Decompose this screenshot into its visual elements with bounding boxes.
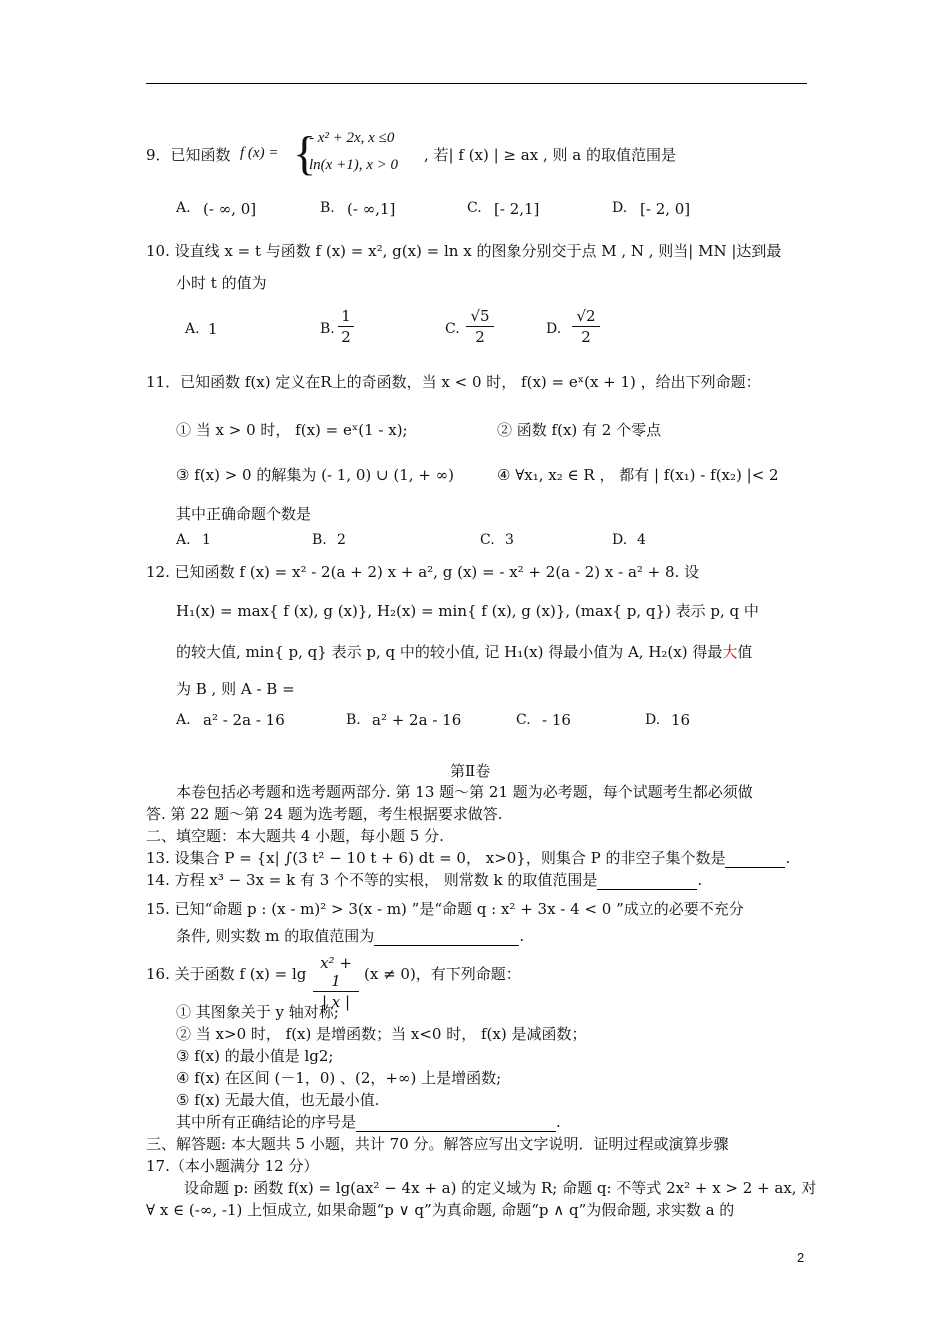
part-2-title: 第Ⅱ卷: [450, 762, 491, 780]
q10-option-b-den: 2: [341, 328, 351, 346]
page-number: 2: [797, 1250, 805, 1265]
q16-numerator: x² + 1: [320, 954, 352, 990]
q10-option-b-label: B.: [320, 321, 335, 337]
q10-option-d-num: √2: [576, 307, 596, 325]
fraction-bar: [338, 326, 354, 327]
q13-text: 13. 设集合 P = {x| ∫(3 t² − 10 t + 6) dt = 0， x>0}，则集合 P 的非空子集个数是: [146, 849, 726, 867]
q11-option-d: 4: [637, 532, 646, 548]
q14: [146, 870, 702, 890]
fraction-bar: [313, 991, 359, 992]
q12-line-1: 12. 已知函数 f (x) = x² - 2(a + 2) x + a², g (x) = - x² + 2(a - 2) x - a² + 8. 设: [146, 563, 700, 581]
q16-answer-blank[interactable]: [356, 1131, 556, 1132]
q14-text: 14. 方程 x³ − 3x = k 有 3 个不等的实根， 则常数 k 的取值范围是: [146, 871, 598, 889]
q11-item-2: ② 函数 f(x) 有 2 个零点: [497, 421, 662, 439]
q15-text: 条件, 则实数 m 的取值范围为: [176, 927, 375, 945]
q12-line-3a: 的较大值, min{ p, q} 表示 p, q 中的较小值, 记 H₁(x) 得最小值为 A, H₂(x) 得最: [176, 643, 723, 661]
q17-line-2: ∀ x ∈ (-∞, -1) 上恒成立, 如果命题“p ∨ q”为真命题, 命题“p ∧ q”为假命题, 求实数 a 的: [146, 1201, 735, 1219]
q16-item-1: ① 其图象关于 y 轴对称;: [176, 1003, 339, 1021]
q11-option-b-label: B.: [312, 532, 327, 548]
fraction-bar: [466, 326, 494, 327]
q12-line-3: [176, 642, 752, 662]
q12-option-c-label: C.: [516, 712, 531, 728]
q11-option-a-label: A.: [176, 532, 191, 548]
q11-question: 其中正确命题个数是: [176, 505, 312, 523]
q12-option-a: a² - 2a - 16: [203, 711, 285, 729]
q11-item-1: ① 当 x > 0 时， f(x) = eˣ(1 - x);: [176, 421, 408, 439]
q10-option-c-fraction: [466, 307, 494, 346]
q10-option-c-label: C.: [445, 321, 460, 337]
q9-piece-2: ln(x +1), x > 0: [309, 157, 398, 173]
q13-end: .: [785, 849, 791, 867]
q10-option-d-label: D.: [546, 321, 562, 337]
q11-option-b: 2: [337, 532, 346, 548]
q10-line-2: 小时 t 的值为: [176, 274, 267, 292]
q16-item-3: ③ f(x) 的最小值是 lg2;: [176, 1047, 334, 1065]
q11-option-d-label: D.: [612, 532, 628, 548]
q11-option-c: 3: [505, 532, 514, 548]
q9-option-d: [- 2, 0]: [640, 200, 691, 218]
q10-line-1: 10. 设直线 x = t 与函数 f (x) = x², g(x) = ln x 的图象分别交于点 M , N , 则当| MN |达到最: [146, 242, 782, 260]
q9-option-c: [- 2,1]: [494, 200, 540, 218]
q16-item-2: ② 当 x>0 时， f(x) 是增函数；当 x<0 时， f(x) 是减函数；: [176, 1025, 587, 1043]
q12-option-d: 16: [671, 711, 691, 729]
q10-option-b-num: 1: [341, 307, 351, 325]
q15-line-2: [176, 926, 524, 946]
q9-left-brace: {: [293, 127, 317, 180]
q9-option-a-label: A.: [176, 200, 191, 216]
q13: [146, 848, 790, 868]
q9-option-a: (- ∞, 0]: [203, 200, 257, 218]
q12-option-a-label: A.: [176, 712, 191, 728]
q15-end: .: [519, 927, 525, 945]
header-rule: [146, 83, 807, 84]
q10-option-c-den: 2: [475, 328, 485, 346]
q17-line-1: 设命题 p: 函数 f(x) = lg(ax² − 4x + a) 的定义域为 R; 命题 q: 不等式 2x² + x > 2 + ax, 对: [184, 1179, 817, 1197]
q12-option-c: - 16: [542, 711, 571, 729]
q16-stem-a: 16. 关于函数 f (x) = lg: [146, 965, 307, 983]
q12-red-char: 大: [722, 643, 738, 661]
q9-stem-prefix: 9．已知函数: [146, 146, 231, 164]
part-2-intro-line-2: 答. 第 22 题～第 24 题为选考题，考生根据要求做答.: [146, 805, 503, 823]
q11-item-3: ③ f(x) > 0 的解集为 (- 1, 0) ∪ (1, + ∞): [176, 466, 454, 484]
q13-answer-blank[interactable]: [725, 867, 785, 868]
q10-option-d-den: 2: [581, 328, 591, 346]
q16-item-5: ⑤ f(x) 无最大值，也无最小值.: [176, 1091, 380, 1109]
q10-option-c-num: √5: [470, 307, 490, 325]
q11-line-1: 11．已知函数 f(x) 定义在R上的奇函数，当 x < 0 时， f(x) = eˣ(x + 1) ，给出下列命题：: [146, 373, 761, 391]
q10-option-a: 1: [208, 320, 218, 338]
q10-option-d-fraction: [572, 307, 600, 346]
q11-option-a: 1: [202, 532, 211, 548]
q16-denominator: | x |: [321, 993, 351, 1011]
q9-option-d-label: D.: [612, 200, 628, 216]
q12-line-4: 为 B , 则 A - B =: [176, 680, 295, 698]
q16-question: [176, 1112, 561, 1132]
fraction-bar: [572, 326, 600, 327]
q9-stem-suffix: , 若| f (x) | ≥ ax , 则 a 的取值范围是: [424, 146, 676, 164]
q15-line-1: 15. 已知“命题 p : (x - m)² > 3(x - m) ”是“命题 q : x² + 3x - 4 < 0 ”成立的必要不充分: [146, 900, 744, 918]
q12-line-2: H₁(x) = max{ f (x), g (x)}, H₂(x) = min{ f (x), g (x)}, (max{ p, q}) 表示 p, q 中: [176, 602, 759, 620]
q11-option-c-label: C.: [480, 532, 495, 548]
q12-option-b: a² + 2a - 16: [372, 711, 462, 729]
q12-option-b-label: B.: [346, 712, 361, 728]
q16-question-text: 其中所有正确结论的序号是: [176, 1113, 357, 1131]
q12-option-d-label: D.: [645, 712, 661, 728]
q14-end: .: [697, 871, 703, 889]
q9-piece-1: - x² + 2x, x ≤0: [309, 130, 395, 146]
q9-option-b: (- ∞,1]: [347, 200, 396, 218]
q9-option-b-label: B.: [320, 200, 335, 216]
q14-answer-blank[interactable]: [597, 889, 697, 890]
q17-title: 17.（本小题满分 12 分）: [146, 1157, 319, 1175]
q12-line-3b: 值: [737, 643, 753, 661]
q11-item-4: ④ ∀x₁, x₂ ∈ R ， 都有 | f(x₁) - f(x₂) |< 2: [497, 466, 779, 484]
section-2-heading: 二、填空题：本大题共 4 小题，每小题 5 分.: [146, 827, 444, 845]
q16-stem-b: (x ≠ 0)，有下列命题：: [364, 965, 521, 983]
q16-end: .: [556, 1113, 561, 1131]
section-3-heading: 三、解答题: 本大题共 5 小题，共计 70 分。解答应写出文字说明．证明过程或演算步骤: [146, 1135, 729, 1153]
part-2-intro-line-1: 本卷包括必考题和选考题两部分. 第 13 题～第 21 题为必考题，每个试题考生都必须做: [176, 783, 753, 801]
q16-item-4: ④ f(x) 在区间 (－1，0) 、(2，+∞) 上是增函数;: [176, 1069, 502, 1087]
q10-option-b-fraction: [338, 307, 354, 346]
q10-option-a-label: A.: [185, 321, 200, 337]
q15-answer-blank[interactable]: [374, 945, 519, 946]
q9-fx-label: f (x) =: [240, 145, 279, 161]
q9-option-c-label: C.: [467, 200, 482, 216]
